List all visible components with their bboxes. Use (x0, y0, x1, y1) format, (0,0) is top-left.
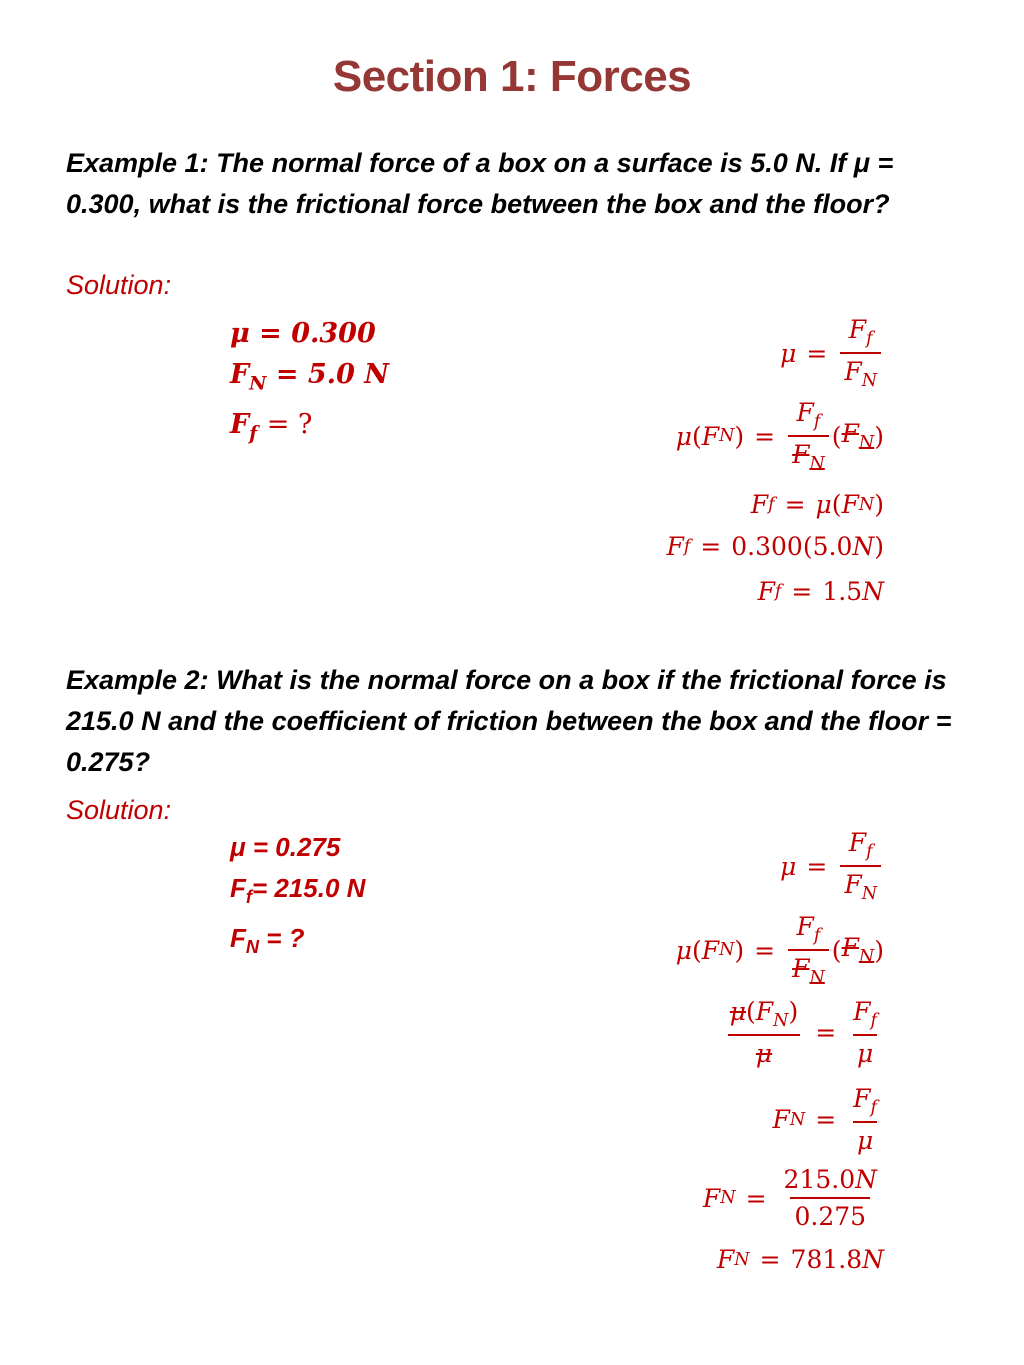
ex1-step-multiply: μ ( F N ) = $\frac{F_f}{F_N}$ ( $F_N$ ) (675, 398, 884, 474)
given2-normal-force: $F_N$ = ? (230, 923, 305, 958)
example-2-given (230, 827, 365, 968)
ex1-result: F f = 1.5 N (757, 577, 884, 606)
example-2-question: Example 2: What is the normal force on a box if the frictional force is 215.0 N and the coefficient of friction between the box and the floor = 0.275? (66, 665, 952, 777)
given-mu: μ = 0.300 (230, 318, 376, 349)
given2-mu: μ = 0.275 (230, 832, 341, 862)
ex2-result: F N = 781.8 N (716, 1245, 884, 1274)
page-title: Section 1: Forces (332, 52, 692, 101)
given-normal-force: $F_N = 5.0$ N (230, 359, 389, 395)
ex1-step-definition: μ = $\frac{F_f}{F_N}$ (780, 315, 884, 391)
ex2-step-divide: $\frac{\mu(F_N)}{\mu}$ = $\frac{F_f}{\mu}$ (729, 997, 877, 1068)
given-friction-force: $F_f$ = ? (230, 409, 313, 445)
ex1-step-substitute: F f = 0.300 ( 5.0 N ) (666, 532, 884, 561)
example-2-solution-label: Solution: (66, 795, 172, 825)
ex2-step-substitute: F N = $\frac{215.0N}{0.275}$ (702, 1165, 877, 1231)
ex2-step-rearrange: F N = $\frac{F_f}{\mu}$ (772, 1084, 877, 1155)
ex2-step-multiply: μ ( F N ) = $\frac{F_f}{F_N}$ ( $F_N$ ) (675, 912, 884, 988)
example-1-solution-label: Solution: (66, 270, 172, 300)
example-1-given (230, 313, 389, 455)
ex1-step-rearrange: F f = μ ( F N ) (750, 490, 884, 519)
ex2-step-definition: μ = $\frac{F_f}{F_N}$ (780, 828, 884, 904)
given2-friction-force: $F_f= 215.0$ N (230, 873, 366, 908)
example-1-question: Example 1: The normal force of a box on a surface is 5.0 N. If μ = 0.300, what is the frictional force between the box and the floor? (66, 148, 894, 219)
